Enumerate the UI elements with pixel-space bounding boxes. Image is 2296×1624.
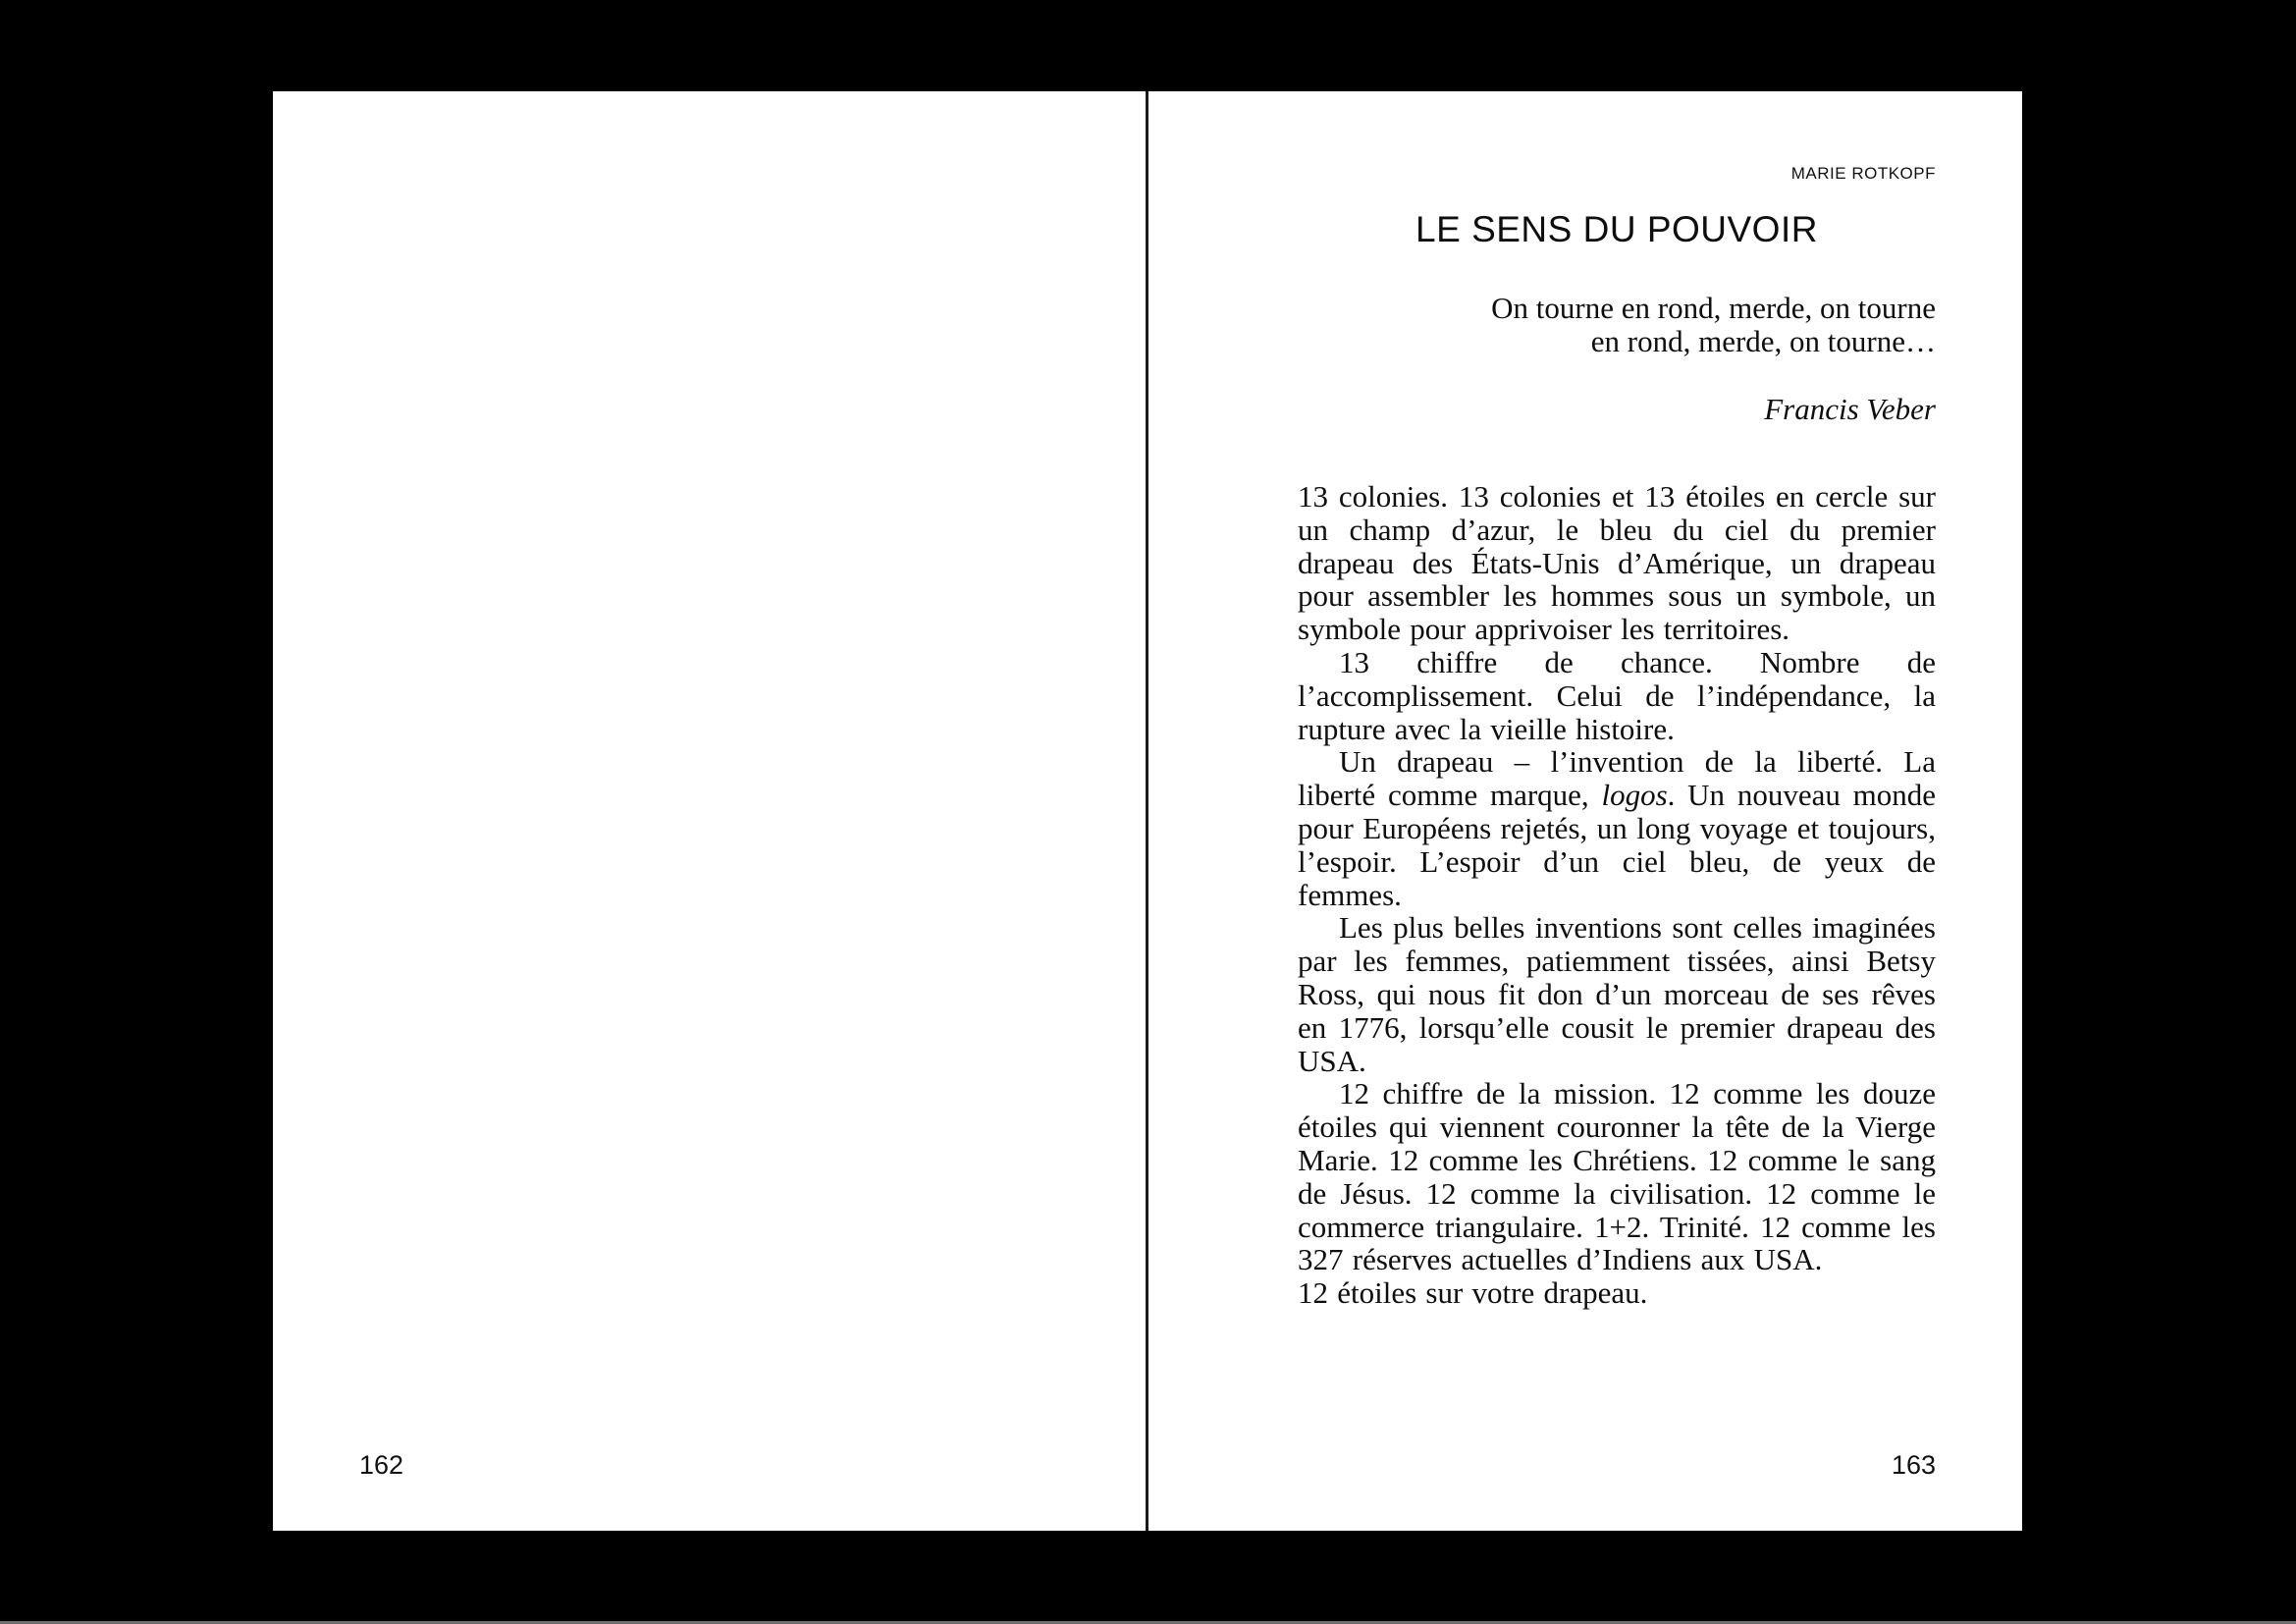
body-paragraph [1298, 1077, 1936, 1276]
body-paragraph [1298, 1276, 1936, 1310]
text-run: 13 colonies. 13 colonies et 13 étoiles en cercle sur un champ d’azur, le bleu du ciel du premier drapeau des États-Unis d’Amérique, un drapeau pour assembler les hommes sous un symbole, un symbole pour apprivoiser les territoires. [1298, 479, 1936, 647]
text-run: 12 étoiles sur votre drapeau. [1298, 1275, 1648, 1311]
text-run: 13 chiffre de chance. Nombre de l’accomplissement. Celui de l’indépendance, la rupture avec la vieille histoire. [1298, 644, 1936, 746]
body-paragraph [1298, 911, 1936, 1077]
italic-run: logos [1601, 778, 1668, 813]
text-run: Un drapeau – l’invention de la liberté. La liberté comme marque, [1298, 744, 1936, 813]
body-text [1298, 480, 1936, 1310]
epigraph-line: On tourne en rond, merde, on tourne [1491, 291, 1936, 325]
body-paragraph [1298, 646, 1936, 745]
epigraph-attribution: Francis Veber [1764, 392, 1936, 426]
text-run: . Un nouveau monde pour Européens rejetés, un long voyage et toujours, l’espoir. L’espoir d’un ciel bleu, de yeux de femmes. [1298, 778, 1936, 912]
right-page-number: 163 [1891, 1450, 1936, 1480]
epigraph [1298, 292, 1936, 358]
left-page [273, 91, 1146, 1531]
chapter-title: LE SENS DU POUVOIR [1415, 209, 1818, 249]
right-page [1148, 91, 2022, 1531]
body-paragraph [1298, 745, 1936, 911]
body-paragraph [1298, 480, 1936, 646]
text-run: Les plus belles inventions sont celles imaginées par les femmes, patiemment tissées, ainsi Betsy Ross, qui nous fit don d’un morceau de ses rêves en 1776, lorsqu’elle cousit le premier drapeau des USA. [1298, 910, 1936, 1078]
text-run: 12 chiffre de la mission. 12 comme les douze étoiles qui viennent couronner la tête de la Vierge Marie. 12 comme les Chrétiens. 12 comme le sang de Jésus. 12 comme la civilisation. 12 comme le commerce triangulaire. 1+2. Trinité. 12 comme les 327 réserves actuelles d’Indiens aux USA. [1298, 1076, 1936, 1277]
book-spread [273, 91, 2022, 1531]
running-header: MARIE ROTKOPF [1790, 164, 1936, 183]
left-page-number: 162 [359, 1450, 404, 1480]
epigraph-line: en rond, merde, on tourne… [1590, 324, 1936, 358]
